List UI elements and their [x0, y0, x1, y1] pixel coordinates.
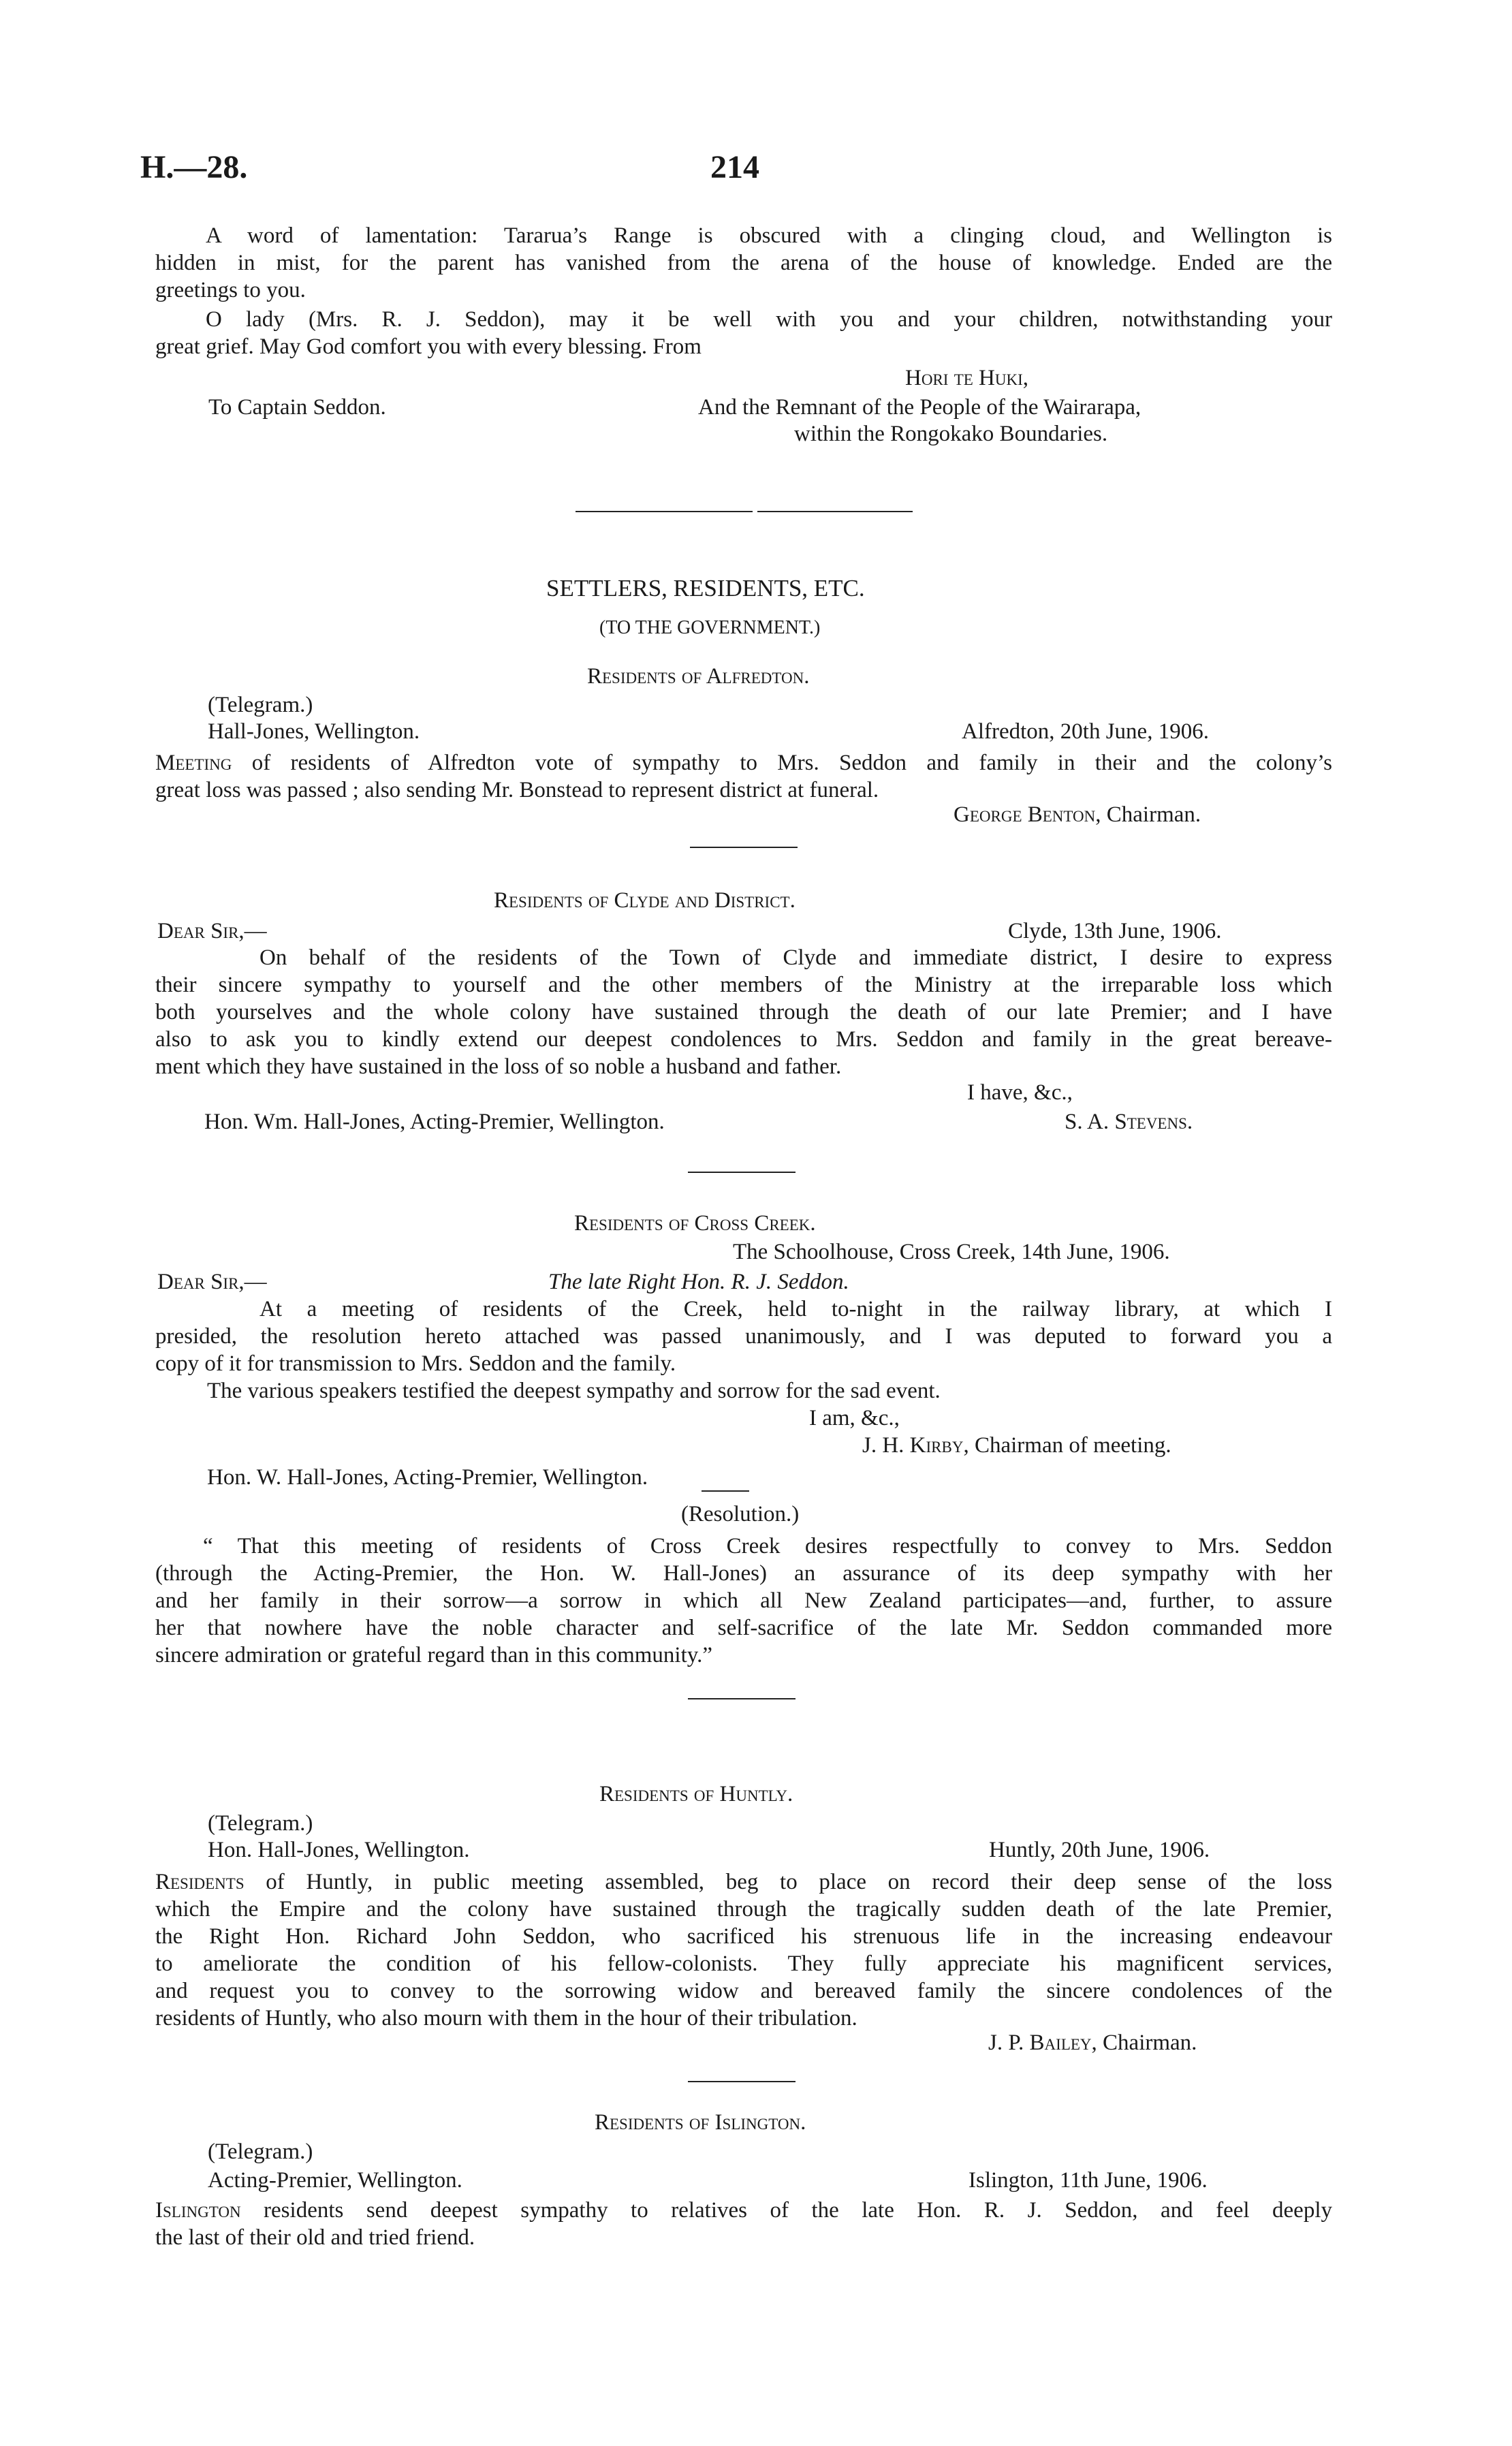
- islington-body-line-2: the last of their old and tried friend.: [155, 2225, 475, 2250]
- lament-signer: Hori te Huki,: [905, 366, 1029, 390]
- heading-cross-creek: Residents of Cross Creek.: [574, 1211, 816, 1236]
- huntly-date: Huntly, 20th June, 1906.: [989, 1838, 1210, 1862]
- heading-huntly: Residents of Huntly.: [599, 1782, 793, 1806]
- alfredton-body-line-2: great loss was passed ; also sending Mr. Bonstead to represent district at funeral.: [155, 778, 879, 802]
- clyde-date: Clyde, 13th June, 1906.: [1008, 919, 1222, 943]
- lament-line-2: hidden in mist, for the parent has vanished from the arena of the house of knowledge. Ended are the: [155, 251, 1332, 275]
- clyde-salutation: Dear Sir,—: [157, 919, 267, 943]
- divider: [688, 1698, 796, 1699]
- resolution-line-1: “ That this meeting of residents of Cross Creek desires respectfully to convey to Mrs. Seddon: [203, 1534, 1332, 1558]
- clyde-to: Hon. Wm. Hall-Jones, Acting-Premier, Wellington.: [204, 1110, 665, 1134]
- huntly-to: Hon. Hall-Jones, Wellington.: [208, 1838, 470, 1862]
- lament-addressee: To Captain Seddon.: [208, 395, 386, 420]
- divider: [576, 511, 753, 512]
- lament-line-5: great grief. May God comfort you with every blessing. From: [155, 334, 702, 359]
- section-title: SETTLERS, RESIDENTS, ETC.: [546, 575, 865, 601]
- cross-creek-body-line-3: copy of it for transmission to Mrs. Seddon and the family.: [155, 1351, 676, 1376]
- clyde-body-line-5: ment which they have sustained in the loss of so noble a husband and father.: [155, 1054, 842, 1079]
- alfredton-to: Hall-Jones, Wellington.: [208, 719, 420, 744]
- cross-creek-to: Hon. W. Hall-Jones, Acting-Premier, Wellington.: [207, 1465, 648, 1490]
- alfredton-signature: George Benton, Chairman.: [954, 802, 1201, 827]
- lament-line-1: A word of lamentation: Tararua’s Range is obscured with a clinging cloud, and Wellington is: [206, 223, 1332, 248]
- divider: [688, 2081, 796, 2082]
- lament-line-3: greetings to you.: [155, 278, 306, 302]
- divider: [690, 847, 798, 848]
- heading-islington: Residents of Islington.: [595, 2110, 806, 2135]
- lament-line-4: O lady (Mrs. R. J. Seddon), may it be well with you and your children, notwithstanding your: [206, 307, 1332, 332]
- islington-date: Islington, 11th June, 1906.: [968, 2168, 1208, 2193]
- divider: [702, 1490, 749, 1492]
- alfredton-body-lead: Meeting: [155, 751, 232, 775]
- clyde-body-line-2: their sincere sympathy to yourself and the other members of the Ministry at the irreparable loss which: [155, 973, 1332, 997]
- section-subtitle: (TO THE GOVERNMENT.): [599, 617, 821, 638]
- resolution-line-4: her that nowhere have the noble character and self-sacrifice of the late Mr. Seddon commanded more: [155, 1616, 1332, 1640]
- divider: [757, 511, 913, 512]
- alfredton-date: Alfredton, 20th June, 1906.: [962, 719, 1209, 744]
- resolution-label: (Resolution.): [681, 1502, 800, 1526]
- clyde-body-line-3: both yourselves and the whole colony have sustained through the death of our late Premier; and I have: [155, 1000, 1332, 1024]
- alfredton-telegram: (Telegram.): [208, 693, 313, 717]
- resolution-line-5: sincere admiration or grateful regard than in this community.”: [155, 1643, 713, 1667]
- cross-creek-body-line-1: At a meeting of residents of the Creek, held to-night in the railway library, at which I: [259, 1297, 1332, 1321]
- huntly-signature: J. P. Bailey, Chairman.: [988, 2031, 1197, 2055]
- cross-creek-closing: I am, &c.,: [809, 1406, 900, 1430]
- clyde-body-line-1: On behalf of the residents of the Town of Clyde and immediate district, I desire to express: [259, 945, 1332, 970]
- clyde-body-line-4: also to ask you to kindly extend our deepest condolences to Mrs. Seddon and family in the great bereave-: [155, 1027, 1332, 1052]
- islington-to: Acting-Premier, Wellington.: [208, 2168, 462, 2193]
- cross-creek-salutation: Dear Sir,—: [157, 1270, 267, 1294]
- divider: [688, 1172, 796, 1173]
- huntly-body-line-2: which the Empire and the colony have sustained through the tragically sudden death of the late Premier,: [155, 1897, 1332, 1922]
- alfredton-body-line-1: Meeting of residents of Alfredton vote of sympathy to Mrs. Seddon and family in their and the colony’s: [155, 751, 1333, 775]
- huntly-body-line-6: residents of Huntly, who also mourn with them in the hour of their tribulation.: [155, 2006, 857, 2031]
- huntly-telegram: (Telegram.): [208, 1811, 313, 1836]
- lament-signer-line-2: And the Remnant of the People of the Wairarapa,: [698, 395, 1141, 420]
- cross-creek-subject: The late Right Hon. R. J. Seddon.: [548, 1270, 849, 1294]
- heading-clyde: Residents of Clyde and District.: [494, 888, 796, 913]
- cross-creek-signature: J. H. Kirby, Chairman of meeting.: [862, 1433, 1171, 1458]
- cross-creek-body-2: The various speakers testified the deepest sympathy and sorrow for the sad event.: [207, 1379, 941, 1403]
- clyde-closing: I have, &c.,: [967, 1080, 1073, 1105]
- heading-alfredton: Residents of Alfredton.: [587, 664, 810, 689]
- page-number: 214: [710, 149, 759, 185]
- islington-body-line-1: Islington residents send deepest sympathy to relatives of the late Hon. R. J. Seddon, and feel deeply: [155, 2198, 1332, 2223]
- lament-signer-line-3: within the Rongokako Boundaries.: [794, 422, 1108, 446]
- cross-creek-address: The Schoolhouse, Cross Creek, 14th June, 1906.: [733, 1240, 1170, 1264]
- document-code: H.—28.: [140, 149, 248, 185]
- resolution-line-3: and her family in their sorrow—a sorrow in which all New Zealand participates—and, further, to assure: [155, 1588, 1332, 1613]
- cross-creek-body-line-2: presided, the resolution hereto attached was passed unanimously, and I was deputed to forward you a: [155, 1324, 1332, 1349]
- huntly-body-line-4: to ameliorate the condition of his fellow-colonists. They fully appreciate his magnificent services,: [155, 1951, 1332, 1976]
- huntly-body-line-3: the Right Hon. Richard John Seddon, who sacrificed his strenuous life in the increasing endeavour: [155, 1924, 1332, 1949]
- resolution-line-2: (through the Acting-Premier, the Hon. W. Hall-Jones) an assurance of its deep sympathy with her: [155, 1561, 1332, 1586]
- huntly-body-line-5: and request you to convey to the sorrowing widow and bereaved family the sincere condolences of the: [155, 1979, 1332, 2003]
- islington-telegram: (Telegram.): [208, 2139, 313, 2164]
- huntly-body-line-1: Residents of Huntly, in public meeting assembled, beg to place on record their deep sense of the loss: [155, 1870, 1333, 1894]
- clyde-signer: S. A. Stevens.: [1065, 1110, 1193, 1134]
